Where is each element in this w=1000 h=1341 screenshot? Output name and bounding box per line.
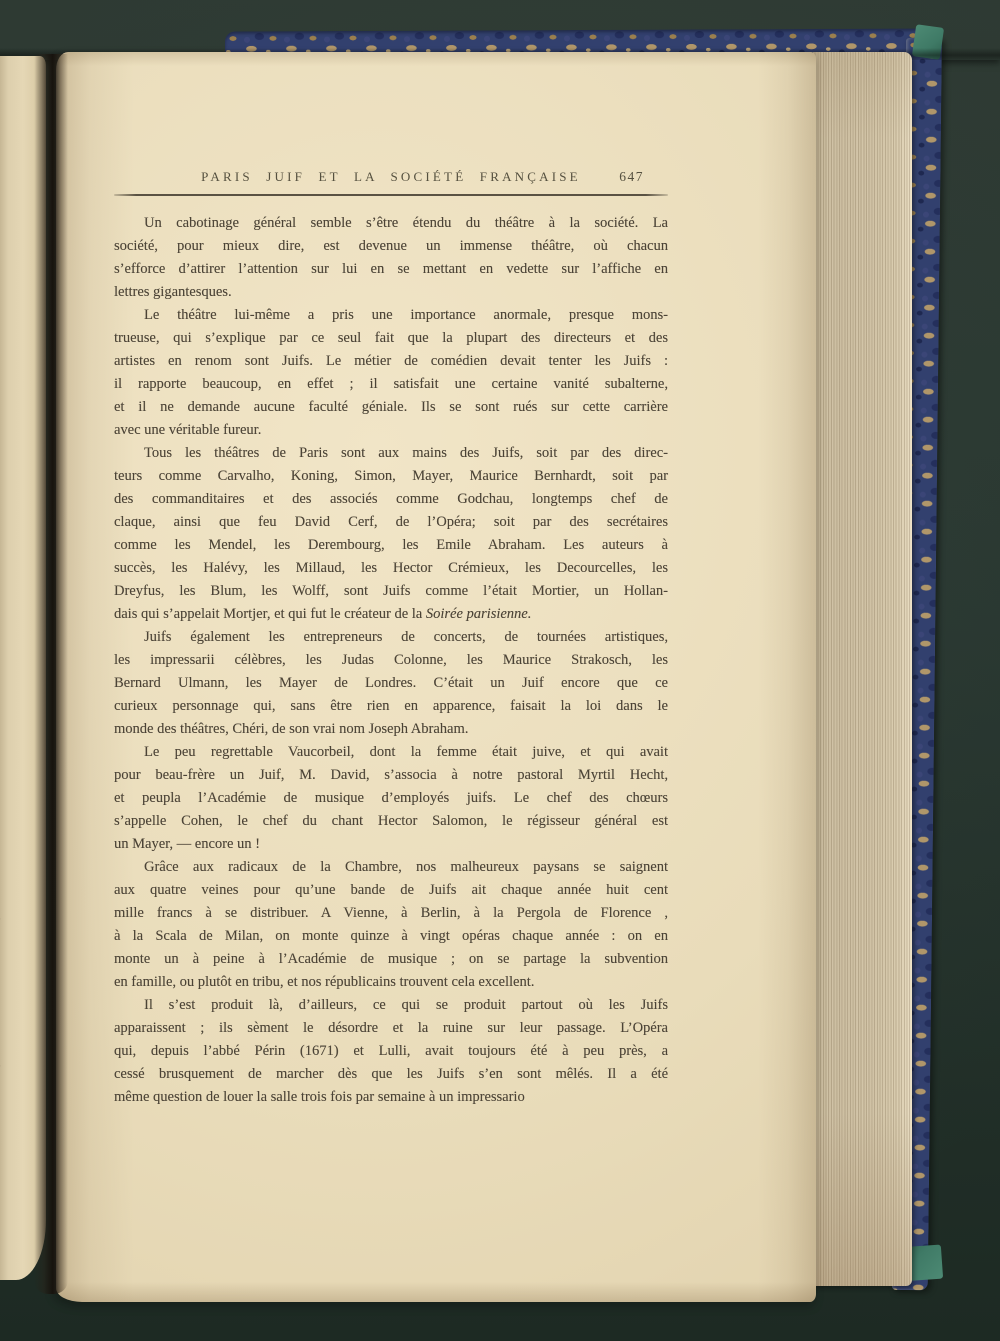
header-rule (114, 194, 668, 196)
book-page (56, 52, 816, 1302)
text-line-regular-part: dais qui s’appelait Mortjer, et qui fut le créateur de la (114, 606, 426, 622)
paragraph (114, 994, 668, 1109)
text-line: aux quatre veines pour qu’une bande de Juifs ait chaque année huit cent (114, 882, 668, 898)
text-line: Tous les théâtres de Paris sont aux mains des Juifs, soit par des direc- (144, 445, 668, 461)
page-fore-edge (812, 52, 912, 1286)
paragraph (114, 741, 668, 856)
text-line: s’efforce d’attirer l’attention sur lui en se mettant en vedette sur l’affiche en (114, 261, 668, 277)
page-number: 647 (619, 169, 644, 184)
text-line: claque, ainsi que feu David Cerf, de l’Opéra; soit par des secrétaires (114, 514, 668, 530)
paragraph (114, 212, 668, 304)
text-line: lettres gigantesques. (114, 284, 232, 300)
text-line: monte un à peine à l’Académie de musique ; on se partage la subvention (114, 951, 668, 967)
text-line: société, pour mieux dire, est devenue un immense théâtre, où chacun (114, 238, 668, 254)
text-line: curieux personnage qui, sans être rien en apparence, faisait la loi dans le (114, 698, 668, 714)
text-line: pour beau-frère un Juif, M. David, s’associa à notre pastoral Myrtil Hecht, (114, 767, 668, 783)
text-line: et il ne demande aucune faculté géniale. Ils se sont rués sur cette carrière (114, 399, 668, 415)
paragraph (114, 442, 668, 626)
header-title: PARIS JUIF ET LA SOCIÉTÉ FRANÇAISE (201, 169, 581, 184)
page-content (114, 166, 668, 1109)
text-line: succès, les Halévy, les Millaud, les Hector Crémieux, les Decourcelles, les (114, 560, 668, 576)
paragraph (114, 626, 668, 741)
text-line: un Mayer, — encore un ! (114, 836, 260, 852)
text-line: il rapporte beaucoup, en effet ; il satisfait une certaine vanité subalterne, (114, 376, 668, 392)
text-line (114, 603, 668, 626)
text-line: les impressarii célèbres, les Judas Colonne, les Maurice Strakosch, les (114, 652, 668, 668)
text-line: comme les Mendel, les Derembourg, les Emile Abraham. Les auteurs à (114, 537, 668, 553)
text-line: cessé brusquement de marcher dès que les Juifs s’en sont mêlés. Il a été (114, 1066, 668, 1082)
text-line: en famille, ou plutôt en tribu, et nos républicains trouvent cela excellent. (114, 974, 535, 990)
text-line-italic-part: Soirée parisienne. (425, 606, 532, 622)
text-line: apparaissent ; ils sèment le désordre et la ruine sur leur passage. L’Opéra (114, 1020, 668, 1036)
paragraph (114, 304, 668, 442)
text-line: Le théâtre lui-même a pris une importance anormale, presque mons- (144, 307, 668, 323)
text-line: trueuse, qui s’explique par ce seul fait que la plupart des directeurs et des (114, 330, 668, 346)
text-line: Grâce aux radicaux de la Chambre, nos malheureux paysans se saignent (144, 859, 668, 875)
text-line: s’appelle Cohen, le chef du chant Hector Salomon, le régisseur général est (114, 813, 668, 829)
text-line: Bernard Ulmann, les Mayer de Londres. C’était un Juif encore que ce (114, 675, 668, 691)
text-line: Un cabotinage général semble s’être étendu du théâtre à la société. La (144, 215, 668, 231)
paragraph (114, 856, 668, 994)
text-line: Juifs également les entrepreneurs de concerts, de tournées artistiques, (144, 629, 668, 645)
text-line: Il s’est produit là, d’ailleurs, ce qui se produit partout où les Juifs (144, 997, 668, 1013)
running-header (114, 166, 668, 188)
text-line: et peupla l’Académie de musique d’employés juifs. Le chef des chœurs (114, 790, 668, 806)
text-line: des commanditaires et des associés comme Godchau, longtemps chef de (114, 491, 668, 507)
text-body (114, 212, 668, 1109)
text-line: mille francs à se distribuer. A Vienne, à Berlin, à la Pergola de Florence , (114, 905, 668, 921)
text-line: artistes en renom sont Juifs. Le métier de comédien devait tenter les Juifs : (114, 353, 668, 369)
text-line: Le peu regrettable Vaucorbeil, dont la femme était juive, et qui avait (144, 744, 668, 760)
text-line: teurs comme Carvalho, Koning, Simon, Mayer, Maurice Bernhardt, soit par (114, 468, 668, 484)
gutter-shadow (34, 54, 68, 1294)
text-line: monde des théâtres, Chéri, de son vrai nom Joseph Abraham. (114, 721, 469, 737)
text-line: qui, depuis l’abbé Périn (1671) et Lulli, avait toujours été à peu près, a (114, 1043, 668, 1059)
text-line: Dreyfus, les Blum, les Wolff, sont Juifs comme l’était Mortier, un Hollan- (114, 583, 668, 599)
text-line: avec une véritable fureur. (114, 422, 262, 438)
text-line: à la Scala de Milan, on monte quinze à vingt opéras chaque année : on en (114, 928, 668, 944)
text-line: même question de louer la salle trois fois par semaine à un impressario (114, 1089, 525, 1105)
